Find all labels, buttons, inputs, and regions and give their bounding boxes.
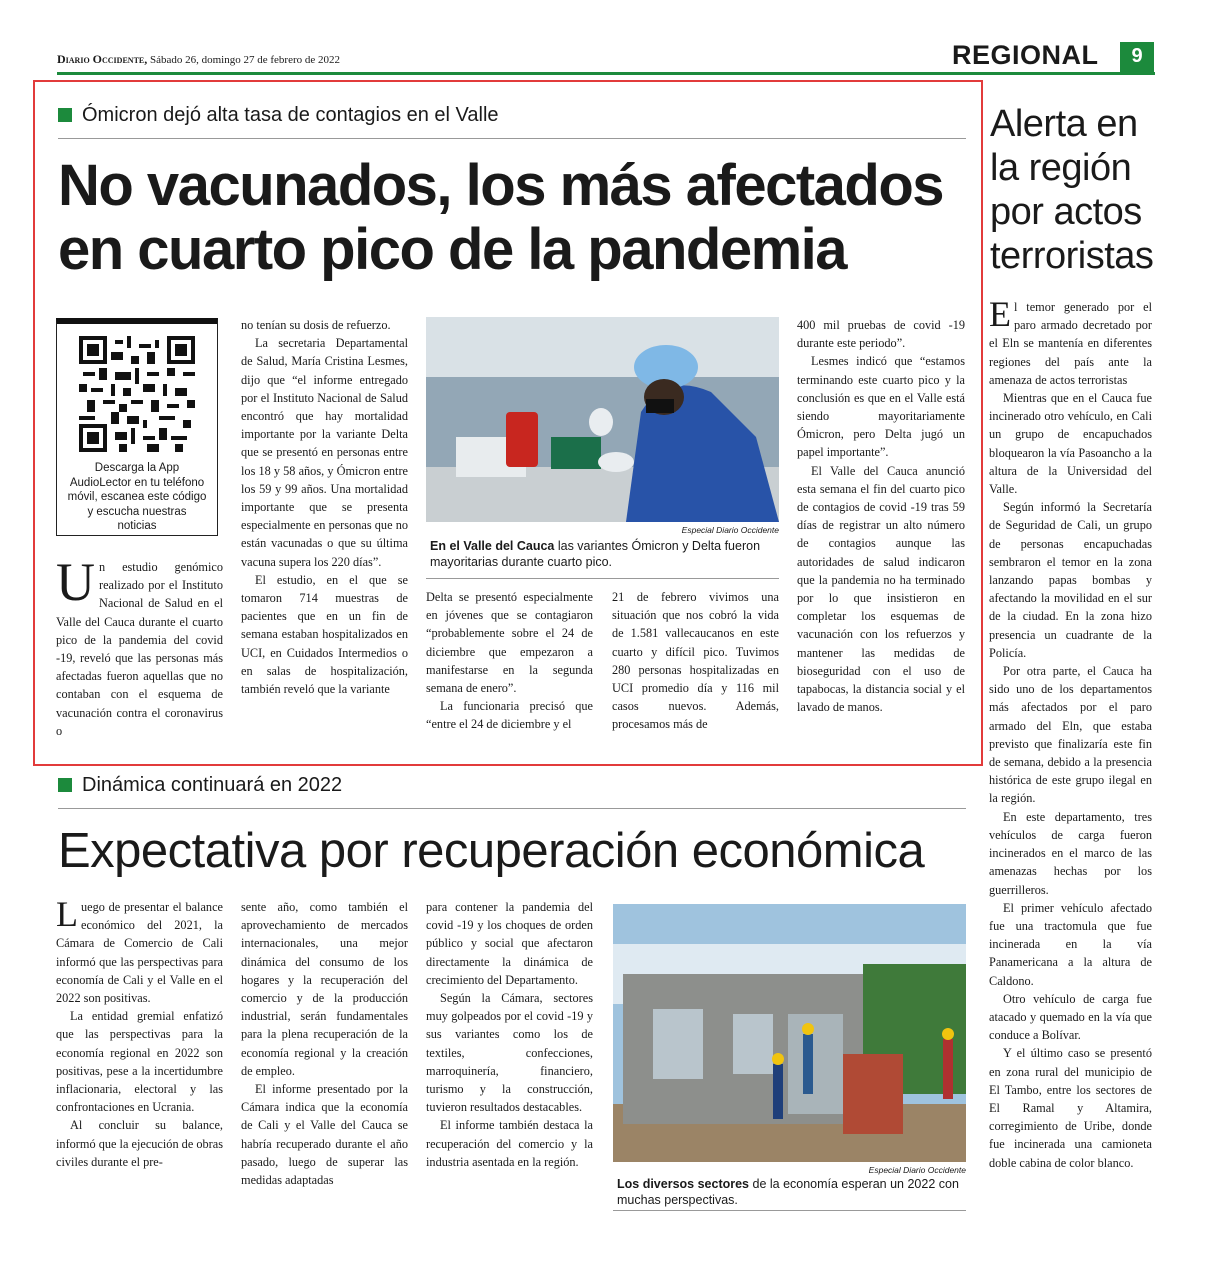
caption-rule [613, 1210, 966, 1211]
construction-photo-image [613, 904, 966, 1162]
header-rule [57, 72, 1155, 75]
paragraph: La funcionaria precisó que “entre el 24 de diciembre y el [426, 699, 593, 732]
dropcap: U [56, 552, 95, 612]
paragraph: La entidad gremial enfatizó que las perspectivas para la economía regional en 2022 son positivas, pese a la incertidumbre inflacionaria, electoral y las confrontaciones en Ucrania. [56, 1009, 223, 1115]
paragraph: Lesmes indicó que “estamos terminando este cuarto pico y la conclusión es que en el Valle está siendo mayoritariamente Ómicron, pero Delta jugó un papel importante”. [797, 354, 965, 460]
paragraph: Otro vehículo de carga fue atacado y quemado en la vía que conduce a Bolívar. [989, 991, 1152, 1043]
caption-text: las variantes Ómicron y Delta fueron mayoritarias durante cuarto pico. [430, 539, 761, 569]
paragraph: Según la Cámara, sectores muy golpeados por el covid -19 y sus variantes como los de textiles, confecciones, marroquinería, financiero, turismo y la construcción, tuvieron resultados destacables. [426, 991, 593, 1115]
lab-photo-image [426, 317, 779, 522]
caption-lead: Los diversos sectores [617, 1177, 750, 1191]
sidebar-headline: Alerta en la región por actos terroristas [990, 103, 1154, 277]
article2-col1 [56, 894, 223, 1171]
issue-date: Sábado 26, domingo 27 de febrero de 2022 [149, 54, 340, 66]
dropcap: E [989, 294, 1011, 334]
caption-text: de la economía esperan un 2022 con muchas perspectivas. [617, 1177, 959, 1207]
paragraph: sente año, como también el aprovechamiento de mercados internacionales, una mejor dinámica del consumo de los hogares y la recuperación del comercio y de la producción industrial, serán fundamentales para la plena recuperación de la economía regional y la creación de empleo. [241, 900, 408, 1078]
caption-lead: En el Valle del Cauca [430, 539, 555, 553]
qr-code-icon [79, 336, 195, 452]
paragraph: uego de presentar el balance económico del 2021, la Cámara de Comercio de Cali informó que las perspectivas para economía de Cali y el Valle en el 2022 son positivas. [56, 900, 223, 1006]
section-title: REGIONAL [952, 40, 1099, 70]
paragraph: El Valle del Cauca anunció esta semana el fin del cuarto pico de contagios de covid -19 tras 59 días de registrar un alto número de contagios aunque las autoridades de salud indicaron que la pandemia no ha terminado por lo que insistieron en completar los esquemas de vacunación con los refuerzos y mantener las medidas de bioseguridad con el uso de tapabocas, la distancia social y el lavado de manos. [797, 463, 965, 715]
photo-caption [617, 1177, 967, 1208]
kicker-rule [58, 138, 966, 139]
paragraph: Por otra parte, el Cauca ha sido uno de los departamentos más afectados por el paro armado del Eln, que estaba previsto que finalizaría este fin de semana, debido a la presencia histórica de este grupo ilegal en la región. [989, 664, 1152, 806]
kicker-text: Ómicron dejó alta tasa de contagios en el Valle [82, 104, 499, 126]
sidebar-body [989, 294, 1152, 1172]
article2-kicker [58, 774, 342, 797]
qr-promo[interactable] [56, 318, 218, 536]
kicker-square-icon [58, 108, 72, 122]
kicker-rule [58, 808, 966, 809]
paragraph: Delta se presentó especialmente en jóvenes que se contagiaron “probablemente sobre el 24 de diciembre que empezaron a manifestarse en la segunda semana de enero”. [426, 590, 593, 696]
dropcap: L [56, 894, 78, 934]
qr-instructions: Descarga la App AudioLector en tu teléfono móvil, escanea este código y escucha nuestras noticias [67, 462, 207, 532]
paragraph: Al concluir su balance, informó que la ejecución de obras civiles durante el pre- [56, 1118, 223, 1169]
paragraph: El estudio, en el que se tomaron 714 muestras de pacientes que en un fin de semana estaban hospitalizados en UCI, en Cuidados Intermedios o en salas de hospitalización, también reveló que la variante [241, 572, 408, 697]
lab-photo [426, 317, 779, 522]
article2-headline: Expectativa por recuperación económica [58, 824, 925, 878]
construction-photo [613, 904, 966, 1162]
photo-credit: Especial Diario Occidente [681, 525, 779, 535]
kicker-square-icon [58, 778, 72, 792]
article2-col2 [241, 898, 408, 1189]
caption-rule [426, 578, 779, 579]
article1-col2 [241, 316, 408, 698]
paragraph: l temor generado por el paro armado decretado por el Eln se mantenía en diferentes regiones del país ante la amenaza de actos terroristas [989, 300, 1152, 387]
paragraph: 21 de febrero vivimos una situación que nos cobró la vida de 1.581 vallecaucanos en este cuarto y difícil pico. Tuvimos 280 personas hospitalizadas en UCI promedio día y 116 mil casos nuevos. Además, procesamos más de [612, 590, 779, 732]
article1-headline: No vacunados, los más afectados en cuarto pico de la pandemia [58, 153, 944, 282]
paragraph: El informe también destaca la recuperación del comercio y la industria asentada en la región. [426, 1118, 593, 1169]
article1-col3 [426, 588, 593, 734]
paragraph: no tenían su dosis de refuerzo. [241, 318, 391, 332]
paragraph: 400 mil pruebas de covid -19 durante este periodo”. [797, 318, 965, 351]
paragraph: Según informó la Secretaría de Seguridad de Cali, un grupo de personas encapuchadas sembraron el temor en la zona lanzando papas bombas y afectando la movilidad en el sur de la ciudad. En la zona hizo presencia un cuadrante de la Policía. [989, 500, 1152, 660]
article1-col5 [797, 316, 965, 716]
article1-col4 [612, 588, 779, 734]
masthead [57, 52, 340, 67]
paragraph: El informe presentado por la Cámara indica que la economía de Cali y el Valle del Cauca se habría recuperado durante el año pasado, luego de superar las medidas adaptadas [241, 1082, 408, 1188]
paragraph: Mientras que en el Cauca fue incinerado otro vehículo, en Cali un grupo de encapuchados bloquearon la vía Pasoancho a la altura de la Universidad del Valle. [989, 391, 1152, 497]
photo-caption [430, 539, 780, 570]
article2-col3 [426, 898, 593, 1171]
paragraph: La secretaria Departamental de Salud, María Cristina Lesmes, dijo que “el informe entregado por el Instituto Nacional de Salud encontró que hay mortalidad importante por la variante Delta que se presentó en personas entre los 18 y 58 años, y Ómicron entre los 59 y 99 años. Una mortalidad importante que se presenta especialmente en personas que no están vacunadas o que su última vacuna supera los 220 días”. [241, 336, 408, 569]
page-number: 9 [1120, 42, 1154, 72]
paragraph: para contener la pandemia del covid -19 y los choques de orden público y social que afectaron directamente la dinámica de crecimiento del Departamento. [426, 900, 593, 987]
paragraph: n estudio genómico realizado por el Instituto Nacional de Salud en el Valle del Cauca durante el cuarto pico de la pandemia del covid -19, reveló que las personas más afectadas fueron aquellas que no contaban con el esquema de vacunación contra el coronavirus o [56, 560, 223, 738]
photo-credit: Especial Diario Occidente [868, 1165, 966, 1175]
paragraph: Y el último caso se presentó en zona rural del municipio de El Tambo, entre los sectores de El Ramal y Altamira, corregimiento de Uribe, donde fue incinerada una camioneta doble cabina de color blanco. [989, 1046, 1152, 1170]
article1-kicker [58, 104, 499, 127]
paper-name: Diario Occidente, [57, 52, 148, 66]
paragraph: En este departamento, tres vehículos de carga fueron incinerados en el marco de las amenazas hechas por los guerrilleros. [989, 809, 1152, 897]
kicker-text: Dinámica continuará en 2022 [82, 774, 343, 796]
article1-col1 [56, 552, 223, 740]
paragraph: El primer vehículo afectado fue una tractomula que fue incinerada en la vía Panamericana a la altura de Caldono. [989, 900, 1152, 988]
